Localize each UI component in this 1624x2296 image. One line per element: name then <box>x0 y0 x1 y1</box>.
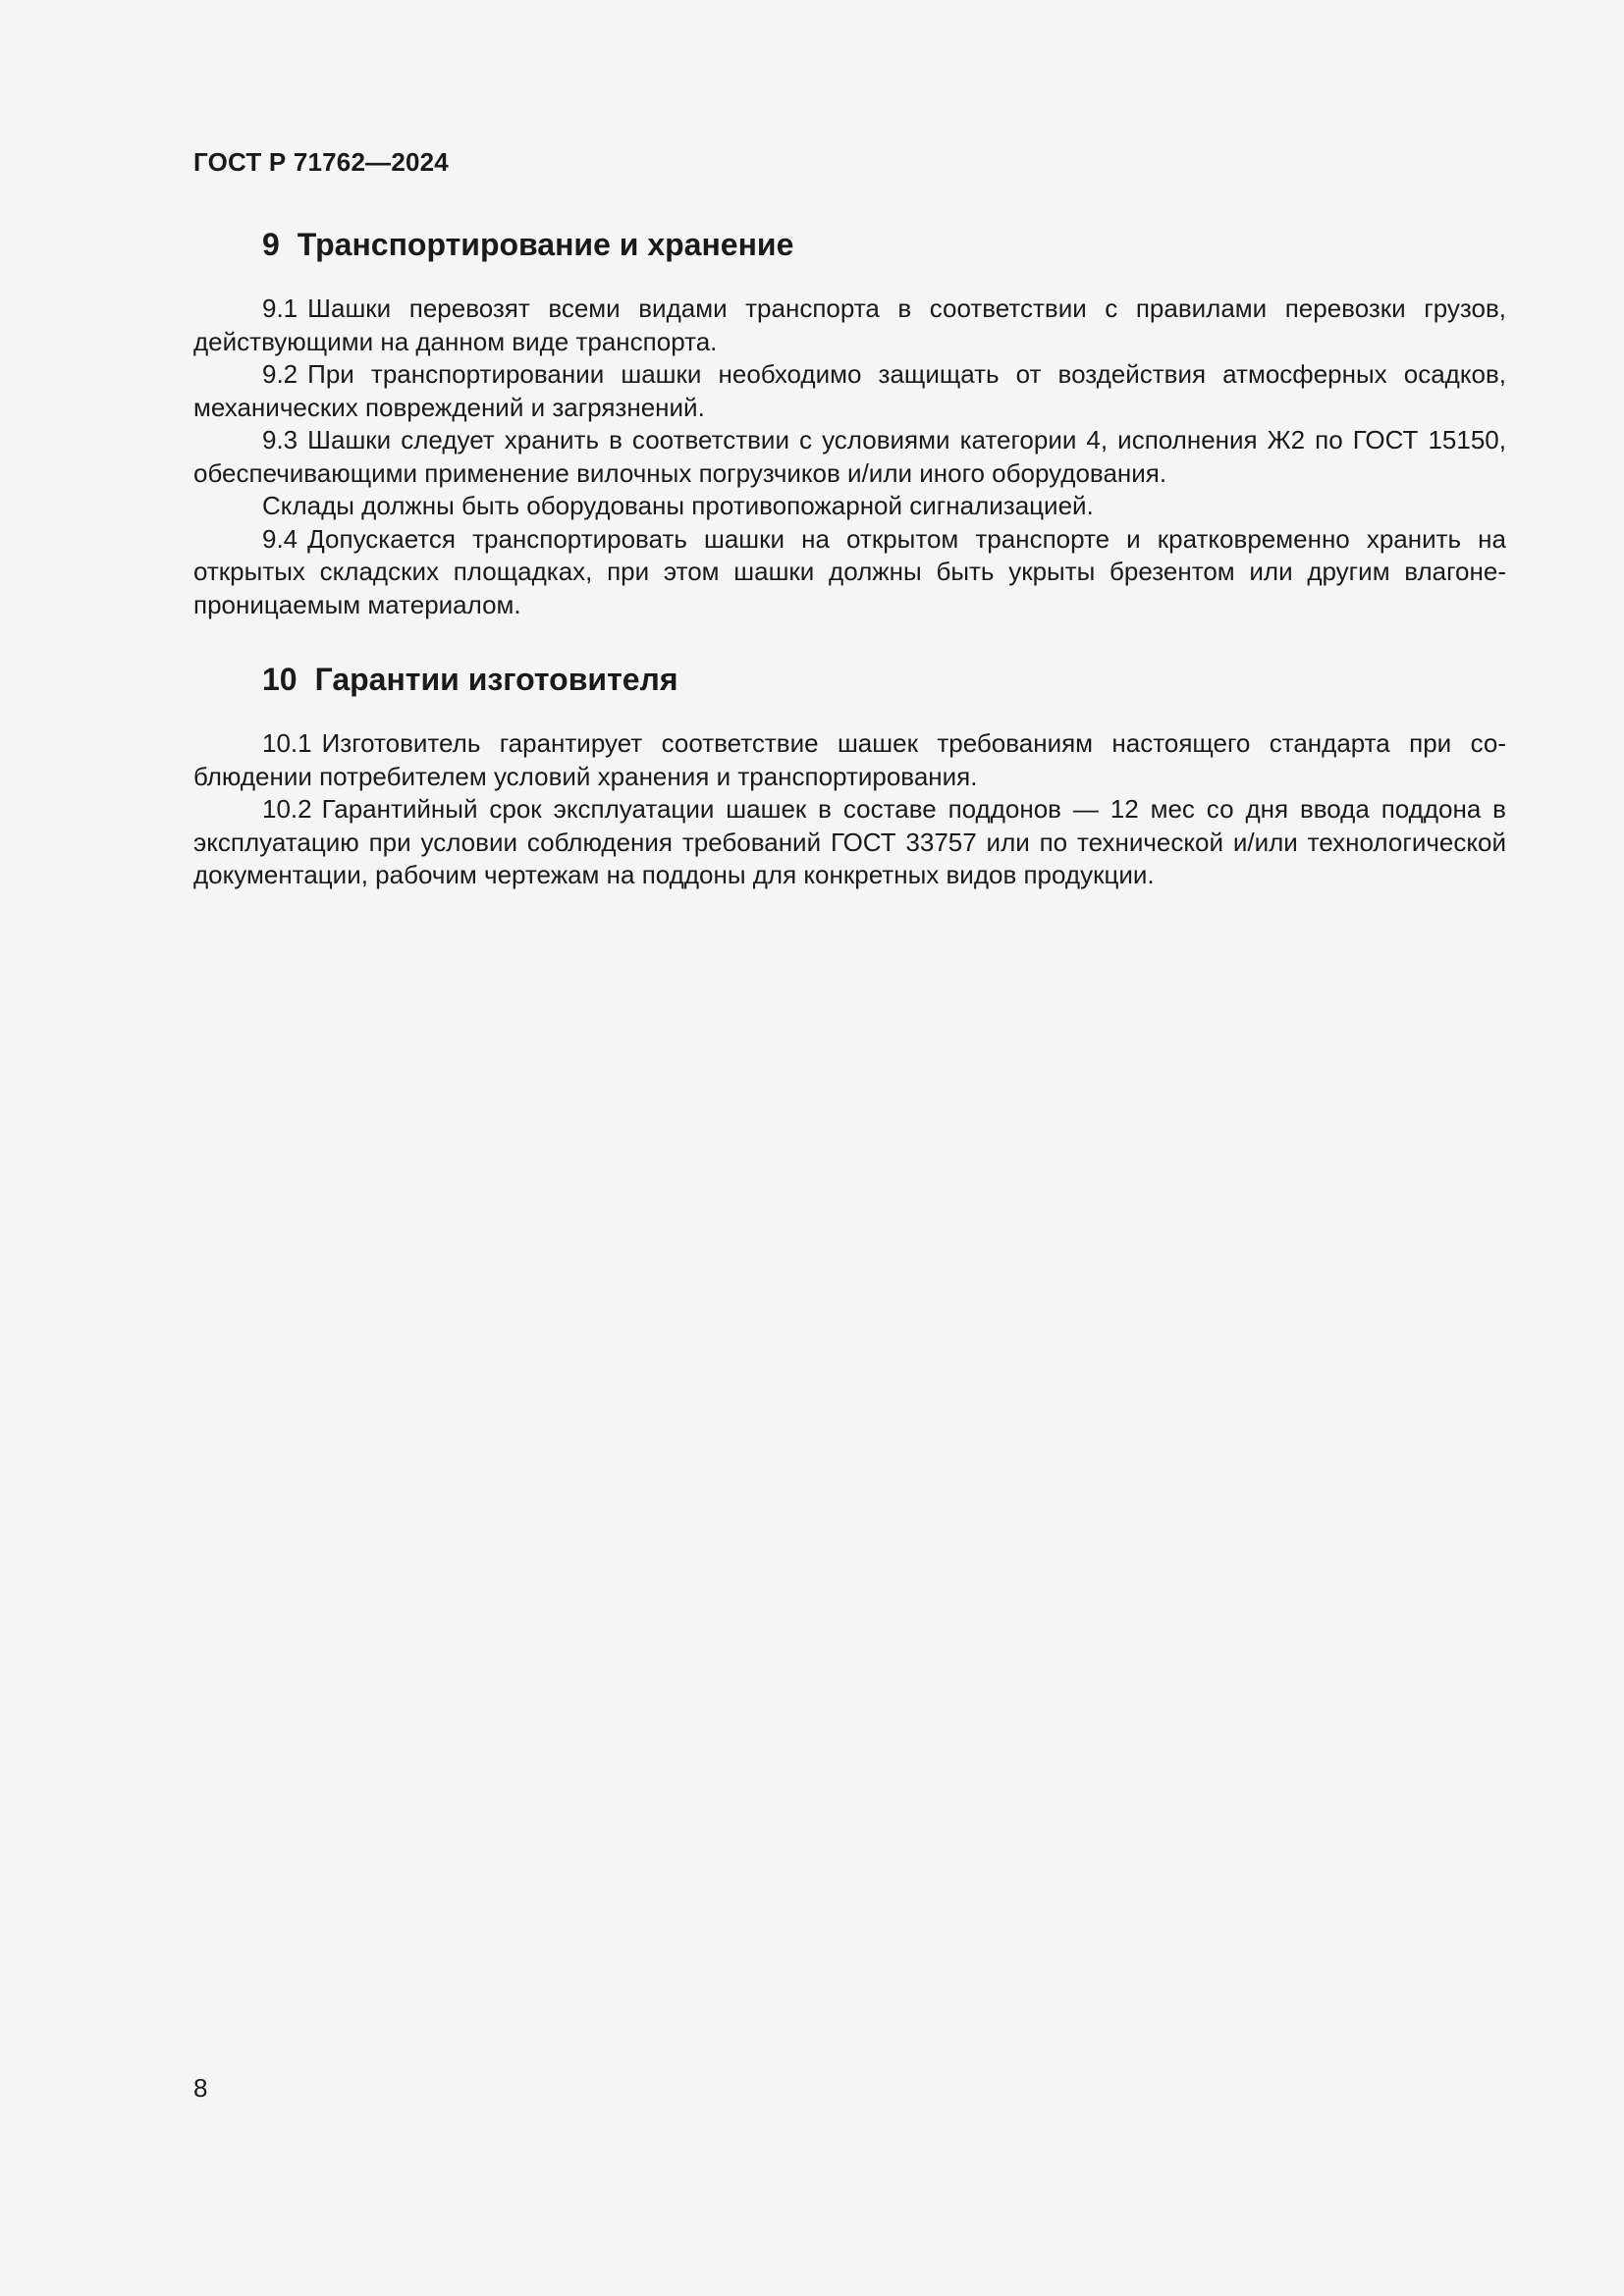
paragraph-number: 10.2 <box>262 794 312 824</box>
section-title: Транспортирование и хранение <box>297 227 794 262</box>
paragraph-9-4 <box>193 523 1506 622</box>
document-id-header: ГОСТ Р 71762—2024 <box>193 147 449 177</box>
paragraph-number: 9.4 <box>262 523 298 554</box>
paragraph-10-2 <box>193 793 1506 892</box>
paragraph-text: Допускается транспортировать шашки на открытом транспорте и кратковременно хранить на открытых складских площадках, при этом шашки должны быть укрыты брезентом или другим влагонепроницаемым материалом. <box>193 523 1506 619</box>
paragraph-number: 9.1 <box>262 294 298 323</box>
paragraph-9-1 <box>193 293 1506 358</box>
paragraph-9-3-continued <box>193 490 1506 523</box>
section-heading <box>262 657 1506 702</box>
section-title: Гарантии изготовителя <box>314 662 678 697</box>
section-number: 10 <box>262 662 298 697</box>
section-number: 9 <box>262 227 280 262</box>
paragraph-text: Изготовитель гарантирует соответствие шашек требованиям настоящего стандарта при соблюдении потребителем условий хранения и транспортирования. <box>193 728 1506 791</box>
section-heading <box>262 222 1506 267</box>
paragraph-text: Гарантийный срок эксплуатации шашек в составе поддонов — 12 мес со дня ввода поддона в эксплуатацию при условии соблюдения требований ГОСТ 33757 или по технической и/или технологической документации, рабочим чертежам на поддоны для конкретных видов продукции. <box>193 794 1506 889</box>
paragraph-text: Шашки перевозят всеми видами транспорта в соответствии с правилами перевозки грузов, действующими на данном виде транспорта. <box>193 294 1506 356</box>
paragraph-number: 9.3 <box>262 425 298 454</box>
section-9 <box>193 222 1506 621</box>
section-10 <box>193 657 1506 892</box>
paragraph-text: Шашки следует хранить в соответствии с условиями категории 4, исполнения Ж2 по ГОСТ 15150, обеспечивающими применение вилочных погрузчиков и/или иного оборудования. <box>193 425 1506 488</box>
paragraph-text: Склады должны быть оборудованы противопожарной сигнализацией. <box>262 491 1094 520</box>
paragraph-9-2 <box>193 358 1506 424</box>
paragraph-10-1 <box>193 727 1506 793</box>
paragraph-text: При транспортировании шашки необходимо защищать от воздействия атмосферных осадков, механических повреждений и загрязнений. <box>193 359 1506 422</box>
paragraph-number: 10.1 <box>262 728 312 758</box>
paragraph-number: 9.2 <box>262 359 298 389</box>
document-body <box>193 222 1506 892</box>
page-number: 8 <box>193 2073 208 2103</box>
paragraph-9-3 <box>193 424 1506 490</box>
